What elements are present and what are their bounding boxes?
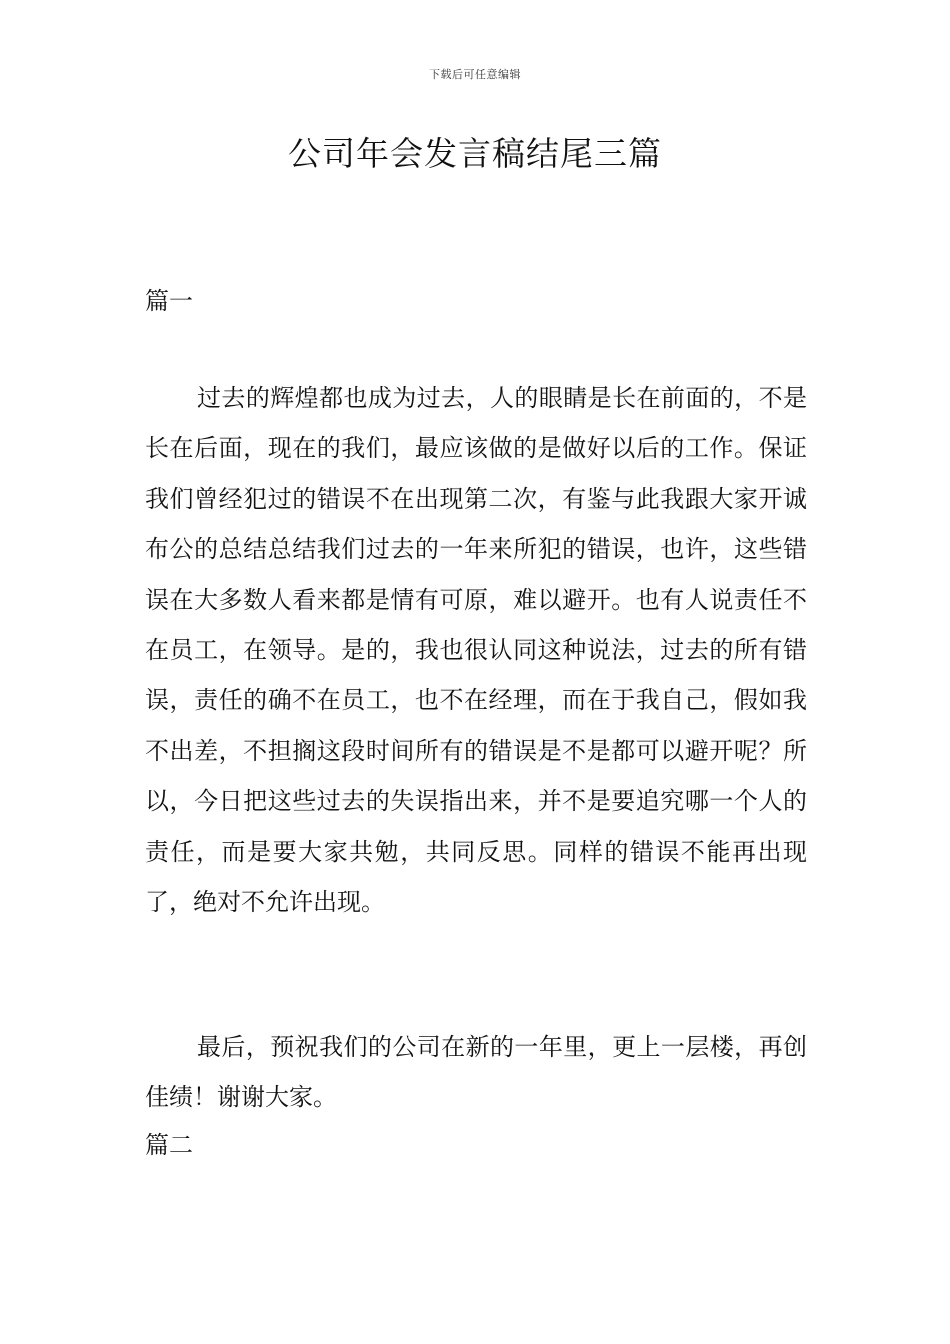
header-note: 下载后可任意编辑 xyxy=(429,68,521,81)
section-heading-2: 篇二 xyxy=(145,1131,193,1159)
document-title: 公司年会发言稿结尾三篇 xyxy=(288,134,662,173)
section-1-paragraph-1: 过去的辉煌都也成为过去，人的眼睛是长在前面的，不是长在后面，现在的我们，最应该做的是做好以后的工作。保证我们曾经犯过的错误不在出现第二次，有鉴与此我跟大家开诚布公的总结总结我们过去的一年来所犯的错误，也许，这些错误在大多数人看来都是情有可原，难以避开。也有人说责任不在员工，在领导。是的，我也很认同这种说法，过去的所有错误，责任的确不在员工，也不在经理，而在于我自己，假如我不出差，不担搁这段时间所有的错误是不是都可以避开呢？所以，今日把这些过去的失误指出来，并不是要追究哪一个人的责任，而是要大家共勉，共同反思。同样的错误不能再出现了，绝对不允许出现。 xyxy=(145,384,807,917)
section-1-paragraph-2: 最后，预祝我们的公司在新的一年里，更上一层楼，再创佳绩！谢谢大家。 xyxy=(145,1033,807,1112)
section-heading-1: 篇一 xyxy=(145,287,193,315)
